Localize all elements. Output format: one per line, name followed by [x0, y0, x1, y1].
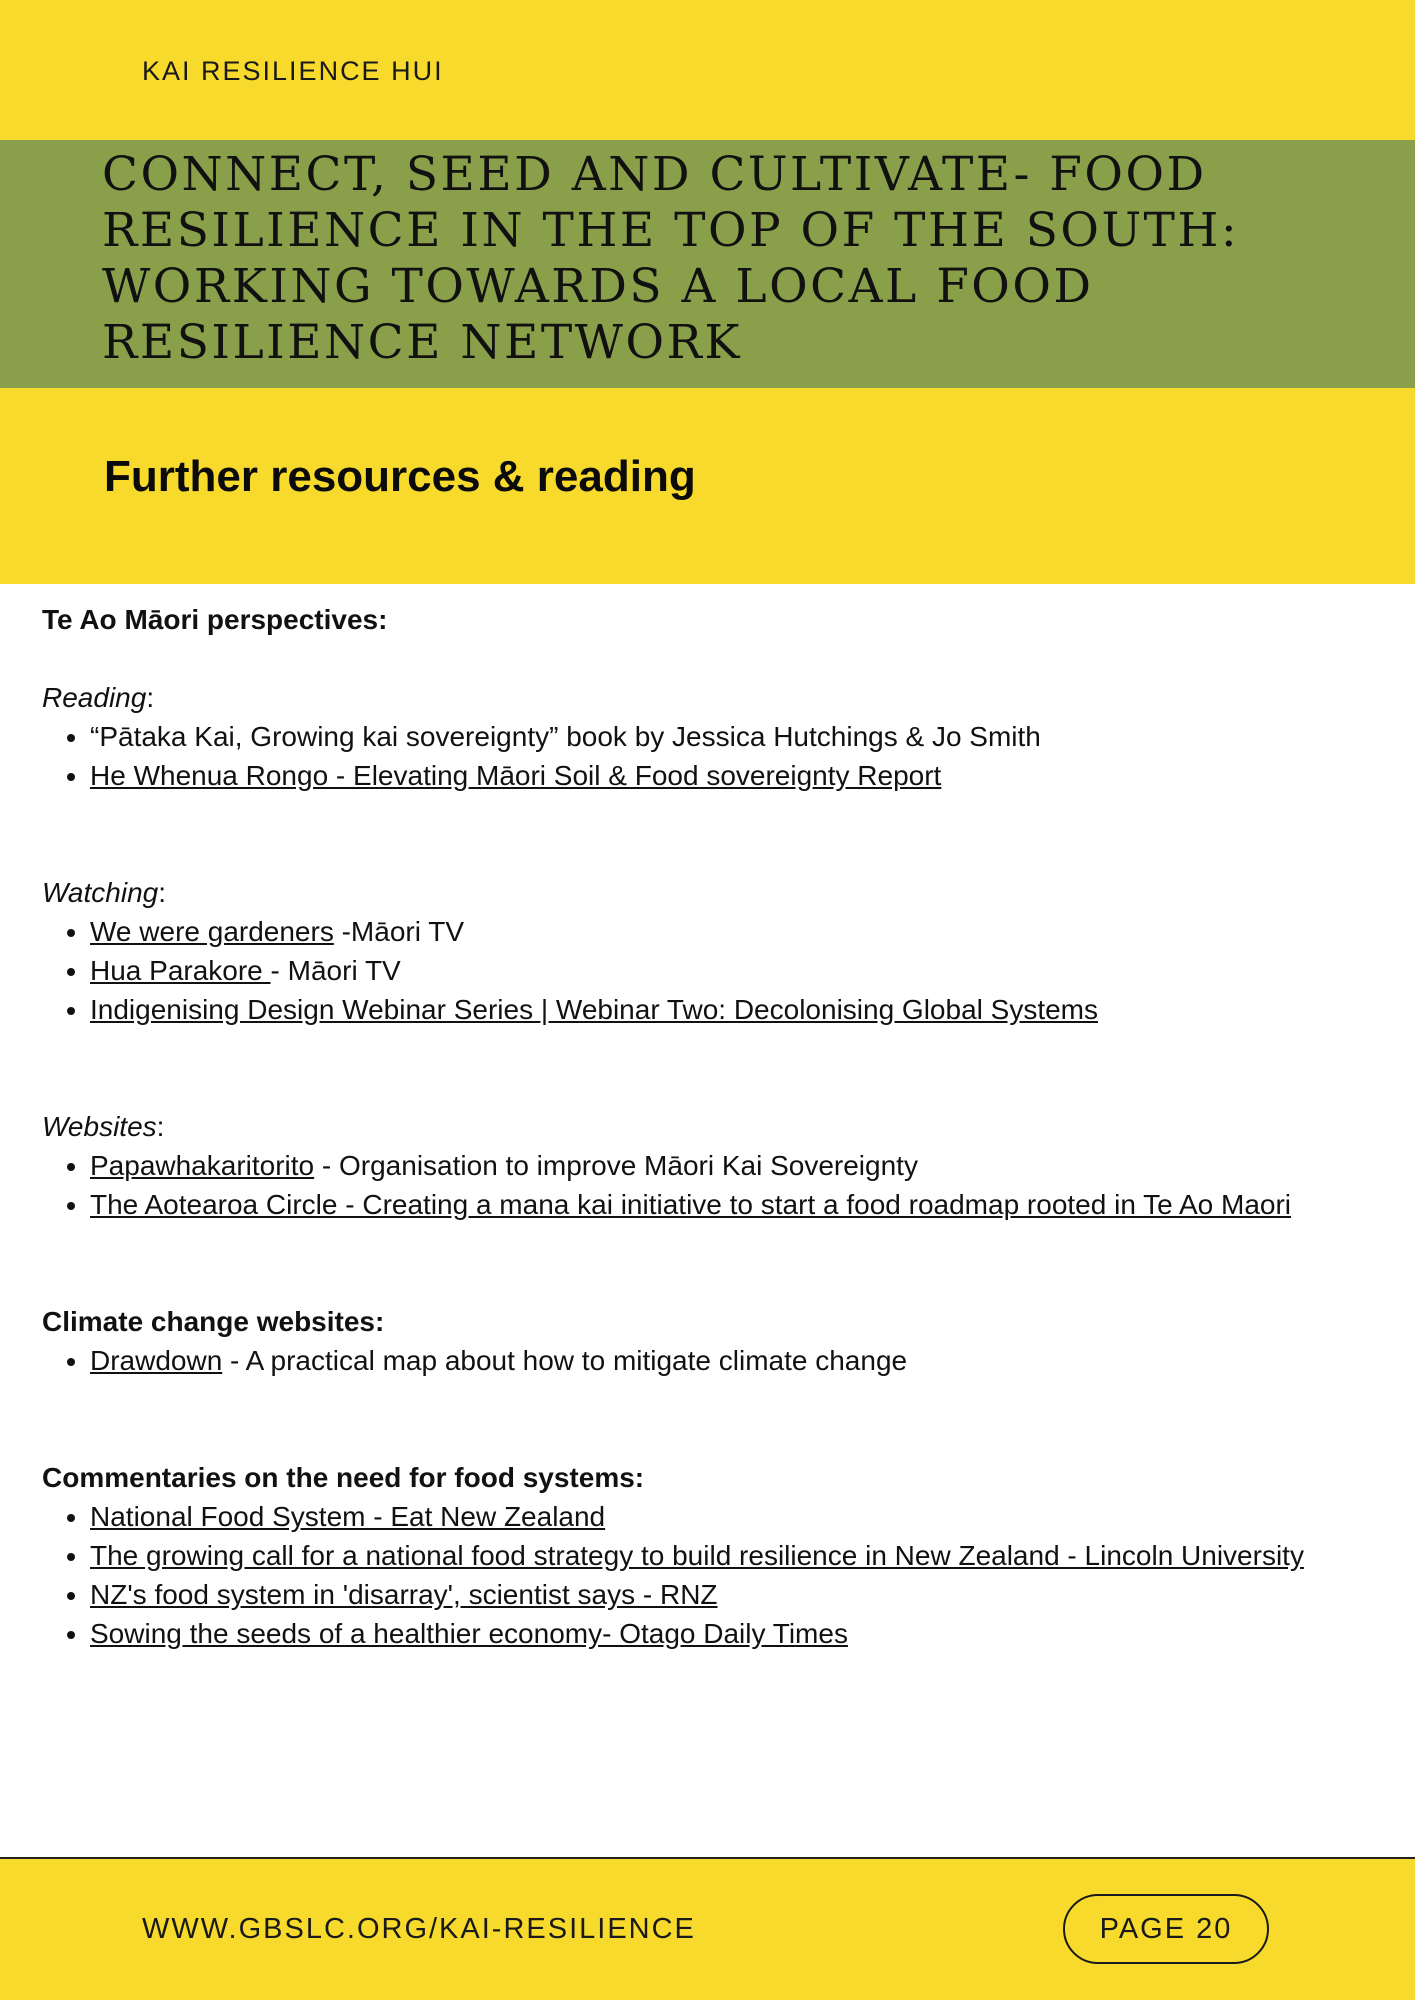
video-link[interactable]: We were gardeners [90, 916, 334, 947]
book-title: “Pātaka Kai, Growing kai sovereignty” book by Jessica Hutchings & Jo Smith [90, 721, 1041, 752]
website-description: - A practical map about how to mitigate climate change [222, 1345, 908, 1376]
list-item [90, 1341, 1382, 1380]
climate-list [42, 1341, 1382, 1380]
page-number-badge [1063, 1894, 1269, 1964]
commentaries-heading: Commentaries on the need for food systems: [42, 1462, 645, 1493]
maori-heading: Te Ao Māori perspectives: [42, 604, 388, 635]
list-item [90, 1575, 1382, 1614]
report-link[interactable]: He Whenua Rongo - Elevating Māori Soil & Food sovereignty Report [90, 760, 942, 791]
websites-list [42, 1146, 1382, 1224]
list-item [90, 990, 1382, 1029]
watching-list [42, 912, 1382, 1029]
list-item [90, 1185, 1382, 1224]
drawdown-link[interactable]: Drawdown [90, 1345, 223, 1376]
list-item [90, 717, 1382, 756]
reading-label: Reading: [42, 682, 155, 713]
website-link[interactable]: The Aotearoa Circle - Creating a mana kai initiative to start a food roadmap rooted in Te Ao Maori [90, 1189, 1292, 1220]
webinar-link[interactable]: Indigenising Design Webinar Series | Webinar Two: Decolonising Global Systems [90, 994, 1098, 1025]
event-name: KAI RESILIENCE HUI [142, 56, 444, 86]
video-source: -Māori TV [333, 916, 464, 947]
list-item [90, 912, 1382, 951]
page-title: CONNECT, SEED AND CULTIVATE- FOOD RESILIENCE IN THE TOP OF THE SOUTH: WORKING TOWARDS A LOCAL FOOD RESILIENCE NETWORK [102, 147, 1240, 370]
section-title: Further resources & reading [104, 452, 696, 501]
article-link[interactable]: The growing call for a national food strategy to build resilience in New Zealand - Lincoln University [90, 1540, 1304, 1571]
watching-label: Watching: [42, 877, 166, 908]
resources-content [42, 600, 1382, 1653]
list-item [90, 1497, 1382, 1536]
page-number: PAGE 20 [1099, 1912, 1233, 1945]
commentaries-list [42, 1497, 1382, 1653]
list-item [90, 951, 1382, 990]
article-link[interactable]: National Food System - Eat New Zealand [90, 1501, 606, 1532]
reading-list [42, 717, 1382, 795]
article-link[interactable]: Sowing the seeds of a healthier economy- Otago Daily Times [90, 1618, 848, 1649]
website-link[interactable]: Papawhakaritorito [90, 1150, 315, 1181]
video-source: - Māori TV [270, 955, 401, 986]
list-item [90, 1536, 1382, 1575]
climate-heading: Climate change websites: [42, 1306, 385, 1337]
footer-url[interactable]: WWW.GBSLC.ORG/KAI-RESILIENCE [142, 1913, 696, 1945]
video-link[interactable]: Hua Parakore [90, 955, 271, 986]
list-item [90, 756, 1382, 795]
article-link[interactable]: NZ's food system in 'disarray', scientist says - RNZ [90, 1579, 718, 1610]
websites-label: Websites: [42, 1111, 165, 1142]
website-description: - Organisation to improve Māori Kai Sovereignty [314, 1150, 918, 1181]
list-item [90, 1614, 1382, 1653]
list-item [90, 1146, 1382, 1185]
